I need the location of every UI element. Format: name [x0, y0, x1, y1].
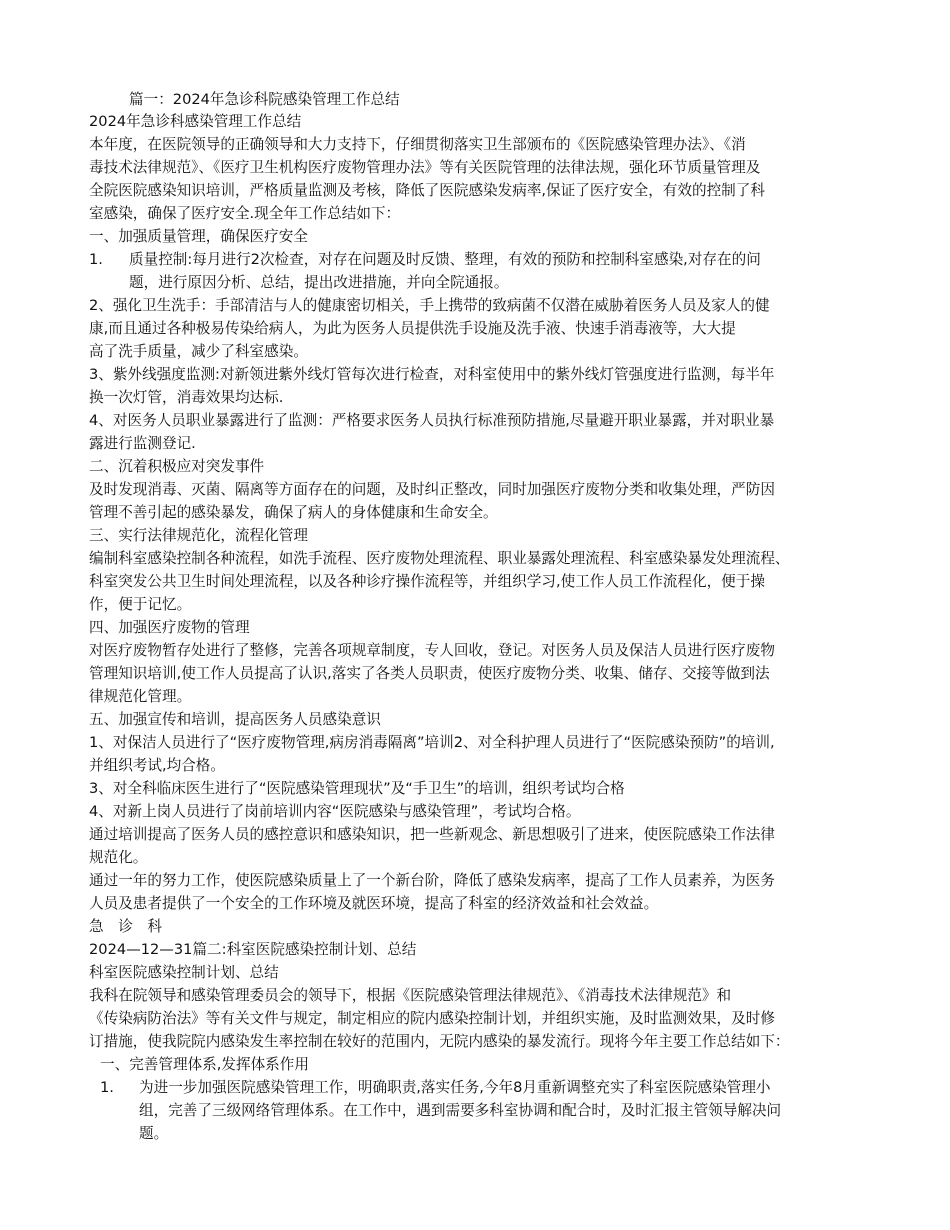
signature: 急 诊 科 [89, 918, 162, 935]
part1-section2-line: 及时发现消毒、灭菌、隔离等方面存在的问题，及时纠正整改，同时加强医疗废物分类和收集处理，严防因 [89, 481, 775, 498]
part1-item2-line: 2、强化卫生洗手：手部清洁与人的健康密切相关，手上携带的致病菌不仅潜在威胁着医务人员及家人的健 [89, 297, 770, 314]
part1-section5-line: 4、对新上岗人员进行了岗前培训内容“医院感染与感染管理”，考试均合格。 [89, 803, 581, 820]
part1-section2-title: 二、沉着积极应对突发事件 [89, 458, 265, 475]
part1-section5-line: 通过培训提高了医务人员的感控意识和感染知识，把一些新观念、新思想吸引了进来，使医院感染工作法律 [89, 826, 775, 843]
part2-item1-line: 题。 [139, 1125, 169, 1142]
part1-section4-line: 管理知识培训,使工作人员提高了认识,落实了各类人员职责，使医疗废物分类、收集、储存、交接等做到法 [89, 665, 770, 682]
part1-item2-line: 高了洗手质量，减少了科室感染。 [89, 343, 308, 360]
part1-item3-line: 3、紫外线强度监测:对新领进紫外线灯管每次进行检查，对科室使用中的紫外线灯管强度进行监测，每半年 [89, 366, 775, 383]
part1-section3-line: 编制科室感染控制各种流程，如洗手流程、医疗废物处理流程、职业暴露处理流程、科室感染暴发处理流程、 [89, 550, 790, 567]
part1-section5-line: 3、对全科临床医生进行了“医院感染管理现状”及“手卫生”的培训，组织考试均合格 [89, 780, 625, 797]
part1-intro-line: 毒技术法律规范》、《医疗卫生机构医疗废物管理办法》等有关医院管理的法律法规，强化环节质量管理及 [89, 159, 761, 176]
date-and-part2-heading: 2024—12—31篇二:科室医院感染控制计划、总结 [89, 941, 417, 958]
part1-item2-line: 康,而且通过各种极易传染给病人，为此为医务人员提供洗手设施及洗手液、快速手消毒液等，大大提 [89, 320, 736, 337]
part1-item4-line: 4、对医务人员职业暴露进行了监测：严格要求医务人员执行标准预防措施,尽量避开职业暴露，并对职业暴 [89, 412, 775, 429]
part1-section3-line: 作，便于记忆。 [89, 596, 192, 613]
part2-intro-line: 订措施，使我院院内感染发生率控制在较好的范围内，无院内感染的暴发流行。现将今年主要工作总结如下： [89, 1033, 790, 1050]
part1-item1-line: 质量控制:每月进行2次检查，对存在问题及时反馈、整理，有效的预防和控制科室感染,对存在的问 [129, 251, 761, 268]
part1-item1-number: 1. [89, 251, 103, 268]
part1-section2-line: 管理不善引起的感染暴发，确保了病人的身体健康和生命安全。 [89, 504, 498, 521]
part1-intro-line: 本年度，在医院领导的正确领导和大力支持下，仔细贯彻落实卫生部颁布的《医院感染管理办法》、《消 [89, 136, 746, 153]
part2-intro-line: 《传染病防治法》等有关文件与规定，制定相应的院内感染控制计划，并组织实施，及时监测效果，及时修 [89, 1010, 775, 1027]
part1-section3-title: 三、实行法律规范化，流程化管理 [89, 527, 308, 544]
part1-section4-line: 律规范化管理。 [89, 688, 192, 705]
part1-heading: 篇一：2024年急诊科院感染管理工作总结 [129, 91, 400, 108]
part1-section3-line: 科室突发公共卫生时间处理流程，以及各种诊疗操作流程等，并组织学习,使工作人员工作流程化，便于操 [89, 573, 765, 590]
part2-section1-title: 一、完善管理体系,发挥体系作用 [100, 1056, 309, 1073]
part2-item1-line: 组，完善了三级网络管理体系。在工作中，遇到需要多科室协调和配合时，及时汇报主管领导解决问 [139, 1102, 782, 1119]
part1-section5-title: 五、加强宣传和培训，提高医务人员感染意识 [89, 711, 381, 728]
part1-item3-line: 换一次灯管，消毒效果均达标. [89, 389, 284, 406]
part1-section4-title: 四、加强医疗废物的管理 [89, 619, 250, 636]
part1-section4-line: 对医疗废物暂存处进行了整修，完善各项规章制度，专人回收，登记。对医务人员及保洁人员进行医疗废物 [89, 642, 775, 659]
part1-item1-line: 题，进行原因分析、总结，提出改进措施，并向全院通报。 [129, 274, 509, 291]
part1-intro-line: 全院医院感染知识培训，严格质量监测及考核，降低了医院感染发病率,保证了医疗安全，有效的控制了科 [89, 182, 765, 199]
part2-item1-number: 1. [100, 1079, 114, 1096]
part1-section5-line: 人员及患者提供了一个安全的工作环境及就医环境，提高了科室的经济效益和社会效益。 [89, 895, 659, 912]
part1-section1-title: 一、加强质量管理，确保医疗安全 [89, 228, 308, 245]
part2-title: 科室医院感染控制计划、总结 [89, 964, 279, 981]
part1-item4-line: 露进行监测登记. [89, 435, 196, 452]
part1-title: 2024年急诊科感染管理工作总结 [89, 113, 302, 130]
part1-section5-line: 规范化。 [89, 849, 148, 866]
part1-intro-line: 室感染，确保了医疗安全.现全年工作总结如下： [89, 205, 401, 222]
part1-section5-line: 并组织考试,均合格。 [89, 757, 225, 774]
part2-item1-line: 为进一步加强医院感染管理工作，明确职责,落实任务,今年8月重新调整充实了科室医院感染管理小 [139, 1079, 771, 1096]
part2-intro-line: 我科在院领导和感染管理委员会的领导下，根据《医院感染管理法律规范》、《消毒技术法律规范》和 [89, 987, 732, 1004]
part1-section5-line: 1、对保洁人员进行了“医疗废物管理,病房消毒隔离”培训2、对全科护理人员进行了“医院感染预防”的培训, [89, 734, 775, 751]
part1-section5-line: 通过一年的努力工作，使医院感染质量上了一个新台阶，降低了感染发病率，提高了工作人员素养，为医务 [89, 872, 775, 889]
